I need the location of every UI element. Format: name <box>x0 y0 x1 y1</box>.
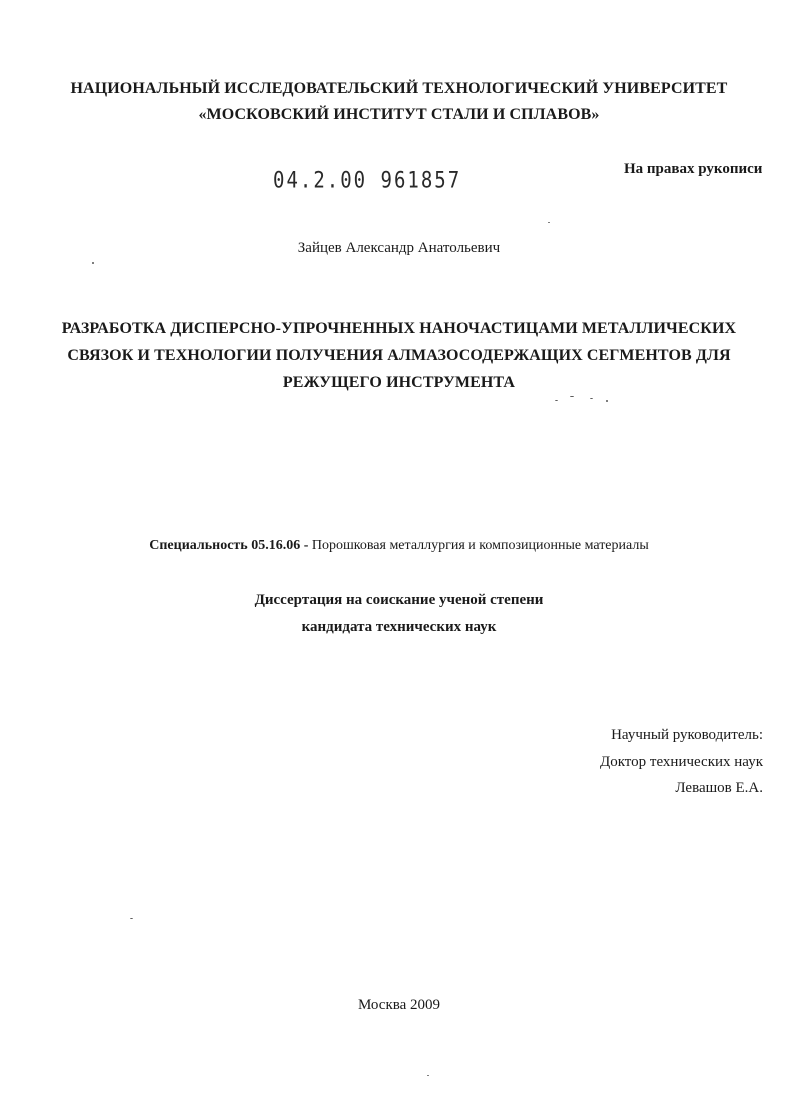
registration-stamp: 04.2.00 961857 <box>273 168 462 194</box>
scan-speck <box>130 918 133 919</box>
scan-speck <box>606 400 608 402</box>
scan-speck <box>570 396 574 397</box>
dissertation-line1: Диссертация на соискание ученой степени <box>254 592 544 608</box>
city-year: Москва 2009 <box>357 997 441 1013</box>
scan-speck <box>92 262 94 264</box>
title-line2: СВЯЗОК И ТЕХНОЛОГИИ ПОЛУЧЕНИЯ АЛМАЗОСОДЕРЖАЩИХ СЕГМЕНТОВ ДЛЯ <box>67 347 731 364</box>
title-line1: РАЗРАБОТКА ДИСПЕРСНО-УПРОЧНЕННЫХ НАНОЧАСТИЦАМИ МЕТАЛЛИЧЕСКИХ <box>61 320 737 337</box>
scan-speck <box>590 398 593 399</box>
supervisor-name: Левашов Е.А. <box>675 780 763 796</box>
university-name-line1: НАЦИОНАЛЬНЫЙ ИССЛЕДОВАТЕЛЬСКИЙ ТЕХНОЛОГИЧЕСКИЙ УНИВЕРСИТЕТ <box>70 80 728 97</box>
supervisor-label: Научный руководитель: <box>611 727 763 743</box>
specialty-name: Порошковая металлургия и композиционные материалы <box>311 538 649 553</box>
title-line3: РЕЖУЩЕГО ИНСТРУМЕНТА <box>282 374 516 391</box>
rights-note: На правах рукописи <box>624 161 763 177</box>
supervisor-degree: Доктор технических наук <box>599 754 763 770</box>
university-name-line2: «МОСКОВСКИЙ ИНСТИТУТ СТАЛИ И СПЛАВОВ» <box>198 106 600 123</box>
scan-speck <box>427 1075 429 1076</box>
specialty-code: Специальность 05.16.06 - <box>149 538 312 553</box>
dissertation-line2: кандидата технических наук <box>301 619 497 635</box>
scan-speck <box>548 222 550 223</box>
author-name: Зайцев Александр Анатольевич <box>297 240 501 256</box>
scan-speck <box>555 400 558 401</box>
specialty <box>0 538 798 554</box>
